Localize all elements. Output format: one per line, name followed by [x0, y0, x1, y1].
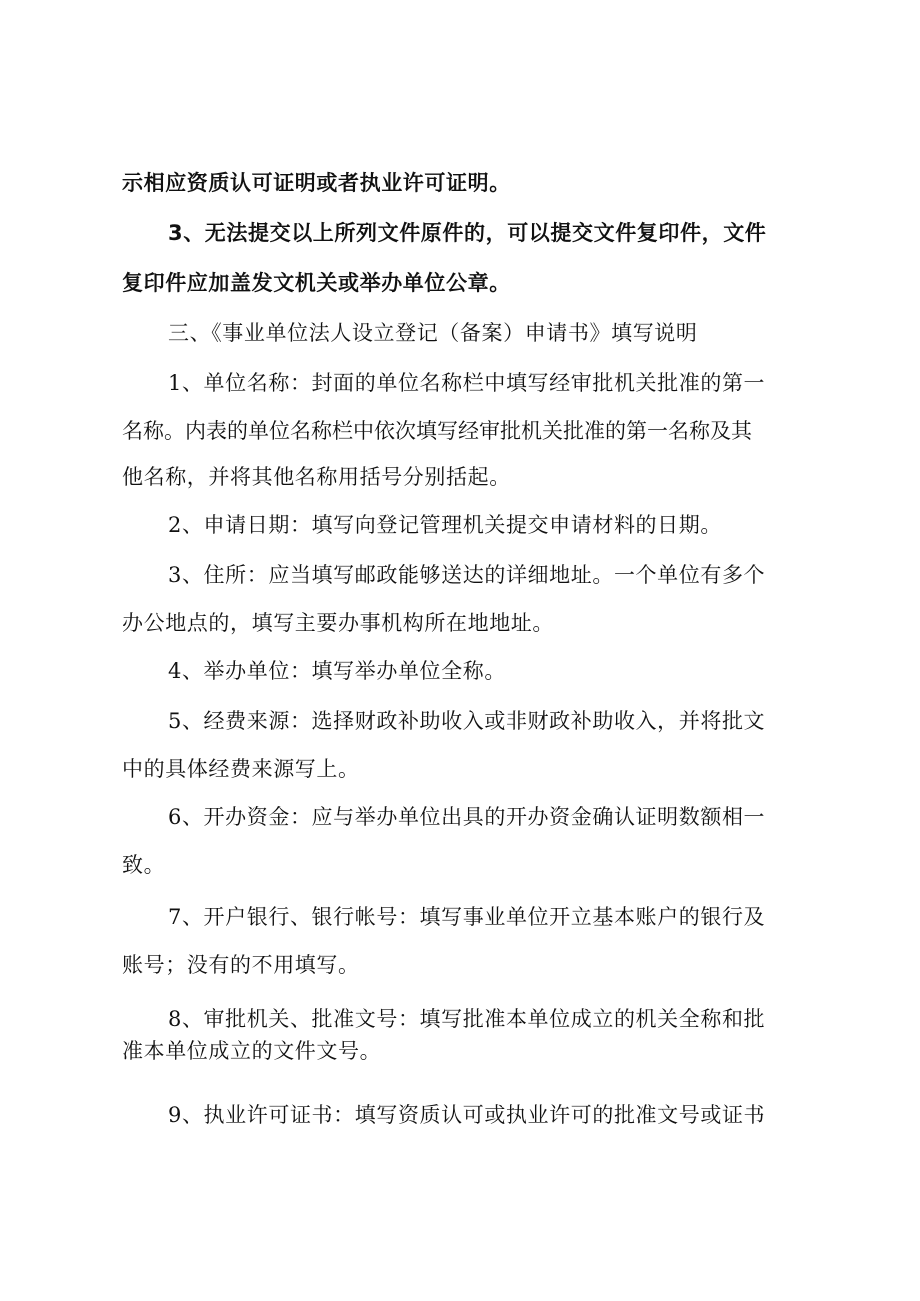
paragraph-line-20: 9、执业许可证书：填写资质认可或执业许可的批准文号或证书 — [168, 1103, 766, 1127]
paragraph-line-7: 他名称，并将其他名称用括号分别括起。 — [122, 465, 511, 489]
paragraph-line-17: 账号；没有的不用填写。 — [122, 953, 360, 977]
paragraph-line-13: 中的具体经费来源写上。 — [122, 757, 360, 781]
paragraph-line-8: 2、申请日期：填写向登记管理机关提交申请材料的日期。 — [168, 513, 722, 537]
paragraph-line-18: 8、审批机关、批准文号：填写批准本单位成立的机关全称和批 — [168, 1007, 766, 1031]
paragraph-line-19: 准本单位成立的文件文号。 — [122, 1039, 382, 1063]
paragraph-line-5: 1、单位名称：封面的单位名称栏中填写经审批机关批准的第一 — [168, 371, 766, 395]
paragraph-line-6: 名称。内表的单位名称栏中依次填写经审批机关批准的第一名称及其 — [122, 419, 752, 443]
paragraph-line-2: 3、无法提交以上所列文件原件的，可以提交文件复印件，文件 — [168, 221, 767, 245]
paragraph-line-14: 6、开办资金：应与举办单位出具的开办资金确认证明数额相一 — [168, 805, 766, 829]
paragraph-line-3: 复印件应加盖发文机关或举办单位公章。 — [122, 271, 511, 295]
paragraph-line-16: 7、开户银行、银行帐号：填写事业单位开立基本账户的银行及 — [168, 905, 766, 929]
section-heading: 三、《事业单位法人设立登记（备案）申请书》填写说明 — [168, 321, 698, 345]
paragraph-line-10: 办公地点的，填写主要办事机构所在地地址。 — [122, 611, 554, 635]
paragraph-line-1: 示相应资质认可证明或者执业许可证明。 — [122, 171, 511, 195]
paragraph-line-12: 5、经费来源：选择财政补助收入或非财政补助收入，并将批文 — [168, 709, 766, 733]
paragraph-line-11: 4、举办单位：填写举办单位全称。 — [168, 659, 506, 683]
paragraph-line-9: 3、住所：应当填写邮政能够送达的详细地址。一个单位有多个 — [168, 563, 766, 587]
paragraph-line-15: 致。 — [122, 853, 166, 877]
